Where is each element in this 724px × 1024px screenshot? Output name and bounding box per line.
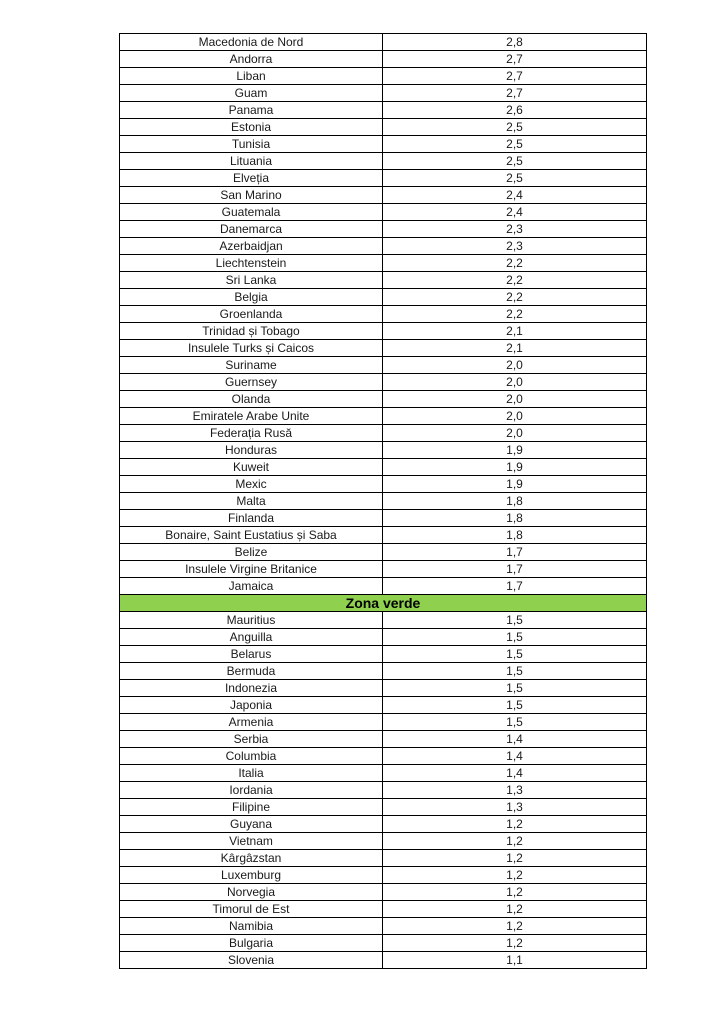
table-row — [120, 646, 647, 663]
zone-section-row — [120, 595, 647, 612]
value-cell: 2,4 — [383, 187, 647, 204]
table-row — [120, 357, 647, 374]
country-cell: Guernsey — [120, 374, 383, 391]
country-cell: Norvegia — [120, 884, 383, 901]
zone-section-header: Zona verde — [120, 595, 647, 612]
value-cell: 1,3 — [383, 782, 647, 799]
table-row — [120, 187, 647, 204]
country-incidence-table — [119, 33, 647, 969]
country-cell: Insulele Virgine Britanice — [120, 561, 383, 578]
value-cell: 2,6 — [383, 102, 647, 119]
table-row — [120, 102, 647, 119]
value-cell: 2,0 — [383, 425, 647, 442]
country-cell: Mexic — [120, 476, 383, 493]
country-cell: Luxemburg — [120, 867, 383, 884]
country-cell: Slovenia — [120, 952, 383, 969]
value-cell: 2,5 — [383, 119, 647, 136]
table-row — [120, 714, 647, 731]
country-cell: Emiratele Arabe Unite — [120, 408, 383, 425]
table-row — [120, 629, 647, 646]
value-cell: 1,4 — [383, 765, 647, 782]
value-cell: 1,5 — [383, 646, 647, 663]
country-cell: Tunisia — [120, 136, 383, 153]
country-cell: San Marino — [120, 187, 383, 204]
value-cell: 1,2 — [383, 918, 647, 935]
value-cell: 1,9 — [383, 459, 647, 476]
table-row — [120, 782, 647, 799]
table-row — [120, 459, 647, 476]
country-cell: Suriname — [120, 357, 383, 374]
value-cell: 1,5 — [383, 629, 647, 646]
value-cell: 1,2 — [383, 833, 647, 850]
value-cell: 1,5 — [383, 714, 647, 731]
value-cell: 2,4 — [383, 204, 647, 221]
value-cell: 1,5 — [383, 663, 647, 680]
table-row — [120, 816, 647, 833]
table-row — [120, 799, 647, 816]
table-row — [120, 136, 647, 153]
table-row — [120, 952, 647, 969]
country-cell: Honduras — [120, 442, 383, 459]
table-row — [120, 306, 647, 323]
value-cell: 1,8 — [383, 493, 647, 510]
country-cell: Serbia — [120, 731, 383, 748]
value-cell: 1,2 — [383, 901, 647, 918]
country-cell: Finlanda — [120, 510, 383, 527]
table-row — [120, 578, 647, 595]
table-row — [120, 255, 647, 272]
table-row — [120, 867, 647, 884]
value-cell: 2,1 — [383, 340, 647, 357]
table-row — [120, 510, 647, 527]
value-cell: 1,2 — [383, 816, 647, 833]
country-cell: Azerbaidjan — [120, 238, 383, 255]
table-row — [120, 204, 647, 221]
country-cell: Olanda — [120, 391, 383, 408]
table-row — [120, 323, 647, 340]
table-row — [120, 561, 647, 578]
country-cell: Danemarca — [120, 221, 383, 238]
country-cell: Panama — [120, 102, 383, 119]
value-cell: 2,2 — [383, 255, 647, 272]
value-cell: 2,0 — [383, 357, 647, 374]
table-row — [120, 663, 647, 680]
value-cell: 2,7 — [383, 68, 647, 85]
country-cell: Filipine — [120, 799, 383, 816]
value-cell: 2,3 — [383, 221, 647, 238]
table-row — [120, 221, 647, 238]
table-row — [120, 34, 647, 51]
value-cell: 2,8 — [383, 34, 647, 51]
value-cell: 2,2 — [383, 306, 647, 323]
country-cell: Guyana — [120, 816, 383, 833]
country-cell: Anguilla — [120, 629, 383, 646]
table-row — [120, 833, 647, 850]
country-cell: Belarus — [120, 646, 383, 663]
value-cell: 1,2 — [383, 850, 647, 867]
country-cell: Elveția — [120, 170, 383, 187]
table-row — [120, 425, 647, 442]
country-cell: Groenlanda — [120, 306, 383, 323]
country-cell: Belgia — [120, 289, 383, 306]
value-cell: 1,7 — [383, 561, 647, 578]
country-cell: Guam — [120, 85, 383, 102]
country-cell: Federația Rusă — [120, 425, 383, 442]
country-cell: Kârgâzstan — [120, 850, 383, 867]
country-cell: Mauritius — [120, 612, 383, 629]
table-row — [120, 272, 647, 289]
value-cell: 2,5 — [383, 153, 647, 170]
country-cell: Vietnam — [120, 833, 383, 850]
country-cell: Trinidad și Tobago — [120, 323, 383, 340]
table-row — [120, 476, 647, 493]
value-cell: 1,7 — [383, 544, 647, 561]
country-cell: Bermuda — [120, 663, 383, 680]
table-row — [120, 901, 647, 918]
value-cell: 1,2 — [383, 935, 647, 952]
value-cell: 2,7 — [383, 51, 647, 68]
value-cell: 1,5 — [383, 697, 647, 714]
country-cell: Columbia — [120, 748, 383, 765]
table-row — [120, 68, 647, 85]
country-cell: Italia — [120, 765, 383, 782]
value-cell: 2,2 — [383, 289, 647, 306]
table-body — [120, 34, 647, 969]
country-cell: Insulele Turks și Caicos — [120, 340, 383, 357]
country-cell: Armenia — [120, 714, 383, 731]
table-row — [120, 442, 647, 459]
value-cell: 2,2 — [383, 272, 647, 289]
table-row — [120, 289, 647, 306]
value-cell: 1,4 — [383, 748, 647, 765]
value-cell: 2,5 — [383, 136, 647, 153]
table-row — [120, 544, 647, 561]
country-cell: Belize — [120, 544, 383, 561]
table-row — [120, 748, 647, 765]
country-cell: Bonaire, Saint Eustatius și Saba — [120, 527, 383, 544]
value-cell: 1,8 — [383, 510, 647, 527]
table-row — [120, 238, 647, 255]
value-cell: 1,3 — [383, 799, 647, 816]
value-cell: 2,1 — [383, 323, 647, 340]
table-row — [120, 697, 647, 714]
country-cell: Iordania — [120, 782, 383, 799]
table-row — [120, 408, 647, 425]
value-cell: 2,0 — [383, 374, 647, 391]
table-row — [120, 935, 647, 952]
country-cell: Namibia — [120, 918, 383, 935]
table-row — [120, 850, 647, 867]
value-cell: 2,0 — [383, 408, 647, 425]
table-row — [120, 918, 647, 935]
value-cell: 2,0 — [383, 391, 647, 408]
value-cell: 1,8 — [383, 527, 647, 544]
table-row — [120, 374, 647, 391]
country-cell: Liban — [120, 68, 383, 85]
value-cell: 1,2 — [383, 867, 647, 884]
country-cell: Indonezia — [120, 680, 383, 697]
table-row — [120, 391, 647, 408]
table-row — [120, 340, 647, 357]
country-cell: Timorul de Est — [120, 901, 383, 918]
country-cell: Guatemala — [120, 204, 383, 221]
value-cell: 1,7 — [383, 578, 647, 595]
table-row — [120, 119, 647, 136]
table-row — [120, 765, 647, 782]
value-cell: 2,3 — [383, 238, 647, 255]
value-cell: 1,9 — [383, 476, 647, 493]
value-cell: 1,5 — [383, 612, 647, 629]
table-row — [120, 527, 647, 544]
table-row — [120, 51, 647, 68]
table-row — [120, 493, 647, 510]
table-row — [120, 680, 647, 697]
table-row — [120, 170, 647, 187]
value-cell: 1,9 — [383, 442, 647, 459]
table-row — [120, 612, 647, 629]
country-cell: Estonia — [120, 119, 383, 136]
value-cell: 1,5 — [383, 680, 647, 697]
value-cell: 1,2 — [383, 884, 647, 901]
table-row — [120, 731, 647, 748]
country-cell: Andorra — [120, 51, 383, 68]
country-cell: Jamaica — [120, 578, 383, 595]
country-cell: Lituania — [120, 153, 383, 170]
value-cell: 2,7 — [383, 85, 647, 102]
country-cell: Bulgaria — [120, 935, 383, 952]
country-cell: Kuweit — [120, 459, 383, 476]
table-row — [120, 153, 647, 170]
value-cell: 1,1 — [383, 952, 647, 969]
country-cell: Malta — [120, 493, 383, 510]
country-cell: Liechtenstein — [120, 255, 383, 272]
value-cell: 1,4 — [383, 731, 647, 748]
table-row — [120, 85, 647, 102]
country-cell: Japonia — [120, 697, 383, 714]
country-cell: Sri Lanka — [120, 272, 383, 289]
value-cell: 2,5 — [383, 170, 647, 187]
table-row — [120, 884, 647, 901]
country-cell: Macedonia de Nord — [120, 34, 383, 51]
